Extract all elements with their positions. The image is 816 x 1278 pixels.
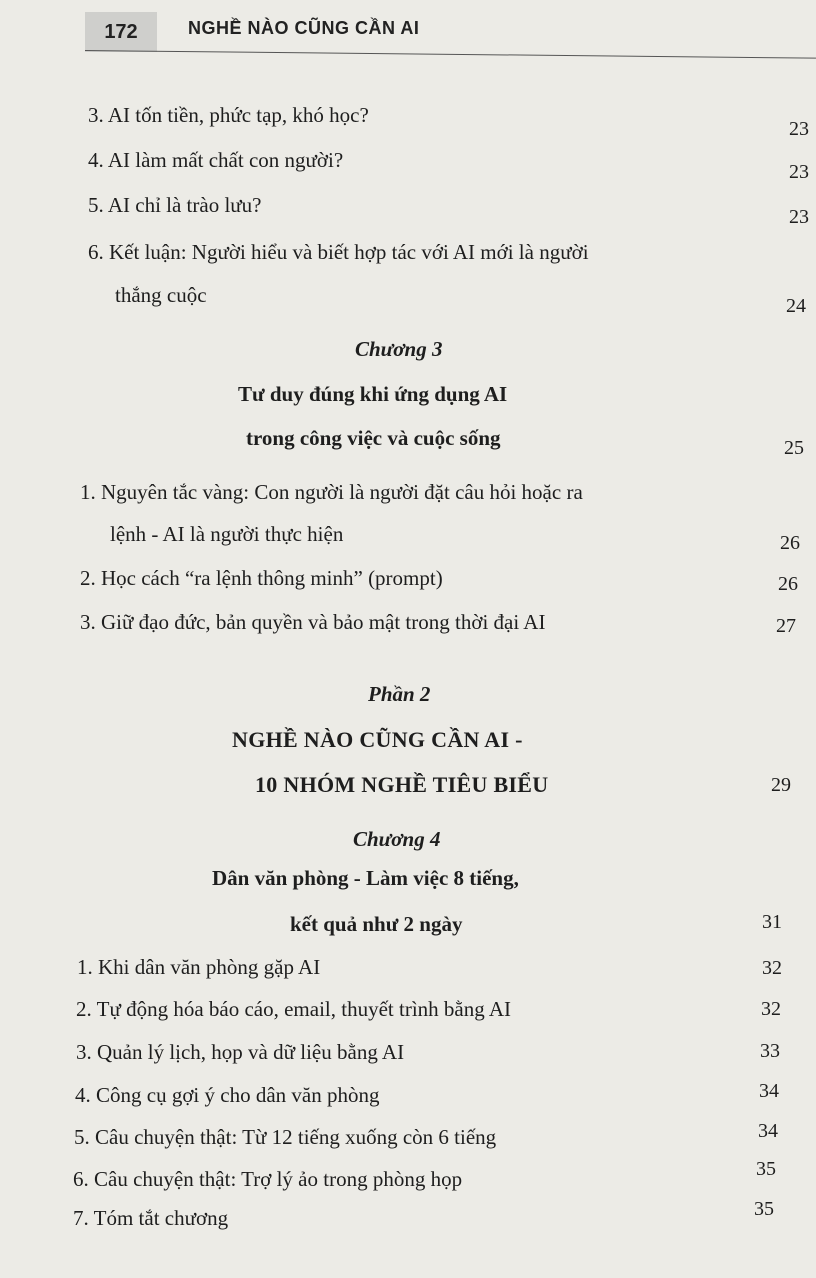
chapter-4-label: Chương 4 <box>353 827 441 851</box>
chapter-3-page: 25 <box>784 437 804 459</box>
toc-item-6-line2: thắng cuộc <box>115 283 207 307</box>
chapter-3-label: Chương 3 <box>355 337 443 361</box>
running-title: NGHỀ NÀO CŨNG CẦN AI <box>188 18 420 38</box>
toc-item-5-page: 23 <box>789 206 809 228</box>
chapter-4-item-2: 2. Tự động hóa báo cáo, email, thuyết trình bằng AI <box>76 997 511 1021</box>
toc-item-5: 5. AI chỉ là trào lưu? <box>88 193 262 217</box>
chapter-4-item-7-page: 35 <box>754 1198 774 1220</box>
chapter-3-item-2: 2. Học cách “ra lệnh thông minh” (prompt) <box>80 566 443 590</box>
chapter-4-item-7: 7. Tóm tắt chương <box>73 1206 229 1230</box>
chapter-4-title-line2: kết quả như 2 ngày <box>290 912 463 936</box>
toc-item-4: 4. AI làm mất chất con người? <box>88 148 344 172</box>
toc-item-4-page: 23 <box>789 161 809 183</box>
toc-item-6-line1: 6. Kết luận: Người hiểu và biết hợp tác với AI mới là người <box>88 240 589 264</box>
chapter-4-item-4: 4. Công cụ gợi ý cho dân văn phòng <box>75 1083 380 1107</box>
chapter-3-title-line1: Tư duy đúng khi ứng dụng AI <box>238 382 508 406</box>
chapter-4-title-line1: Dân văn phòng - Làm việc 8 tiếng, <box>212 866 519 890</box>
chapter-4-item-1-page: 32 <box>762 957 782 979</box>
chapter-3-item-3-page: 27 <box>776 615 796 637</box>
chapter-4-item-1: 1. Khi dân văn phòng gặp AI <box>77 955 321 979</box>
chapter-4-item-2-page: 32 <box>761 998 781 1020</box>
chapter-3-item-1-line1: 1. Nguyên tắc vàng: Con người là người đặt câu hỏi hoặc ra <box>80 480 583 504</box>
chapter-4-item-6-page: 35 <box>756 1158 776 1180</box>
chapter-3-title-line2: trong công việc và cuộc sống <box>246 426 501 450</box>
chapter-4-item-3-page: 33 <box>760 1040 780 1062</box>
page-number: 172 <box>85 12 157 52</box>
chapter-3-item-1-page: 26 <box>780 532 800 554</box>
part-2-label: Phần 2 <box>368 682 431 706</box>
toc-item-3-page: 23 <box>789 118 809 140</box>
part-2-page: 29 <box>771 774 791 796</box>
chapter-4-item-6: 6. Câu chuyện thật: Trợ lý ảo trong phòng họp <box>73 1167 463 1191</box>
part-2-title-line2: 10 NHÓM NGHỀ TIÊU BIỂU <box>255 772 549 797</box>
chapter-3-item-2-page: 26 <box>778 573 798 595</box>
toc-item-3: 3. AI tốn tiền, phức tạp, khó học? <box>88 103 369 127</box>
chapter-3-item-1-line2: lệnh - AI là người thực hiện <box>110 522 344 546</box>
chapter-4-item-4-page: 34 <box>759 1080 779 1102</box>
part-2-title-line1: NGHỀ NÀO CŨNG CẦN AI - <box>232 727 523 752</box>
chapter-3-item-3: 3. Giữ đạo đức, bản quyền và bảo mật trong thời đại AI <box>80 610 546 634</box>
chapter-4-page: 31 <box>762 911 782 933</box>
toc-item-6-page: 24 <box>786 295 806 317</box>
header-rule <box>85 50 816 59</box>
chapter-4-item-5: 5. Câu chuyện thật: Từ 12 tiếng xuống còn 6 tiếng <box>74 1125 497 1149</box>
chapter-4-item-3: 3. Quản lý lịch, họp và dữ liệu bằng AI <box>76 1040 405 1064</box>
chapter-4-item-5-page: 34 <box>758 1120 778 1142</box>
